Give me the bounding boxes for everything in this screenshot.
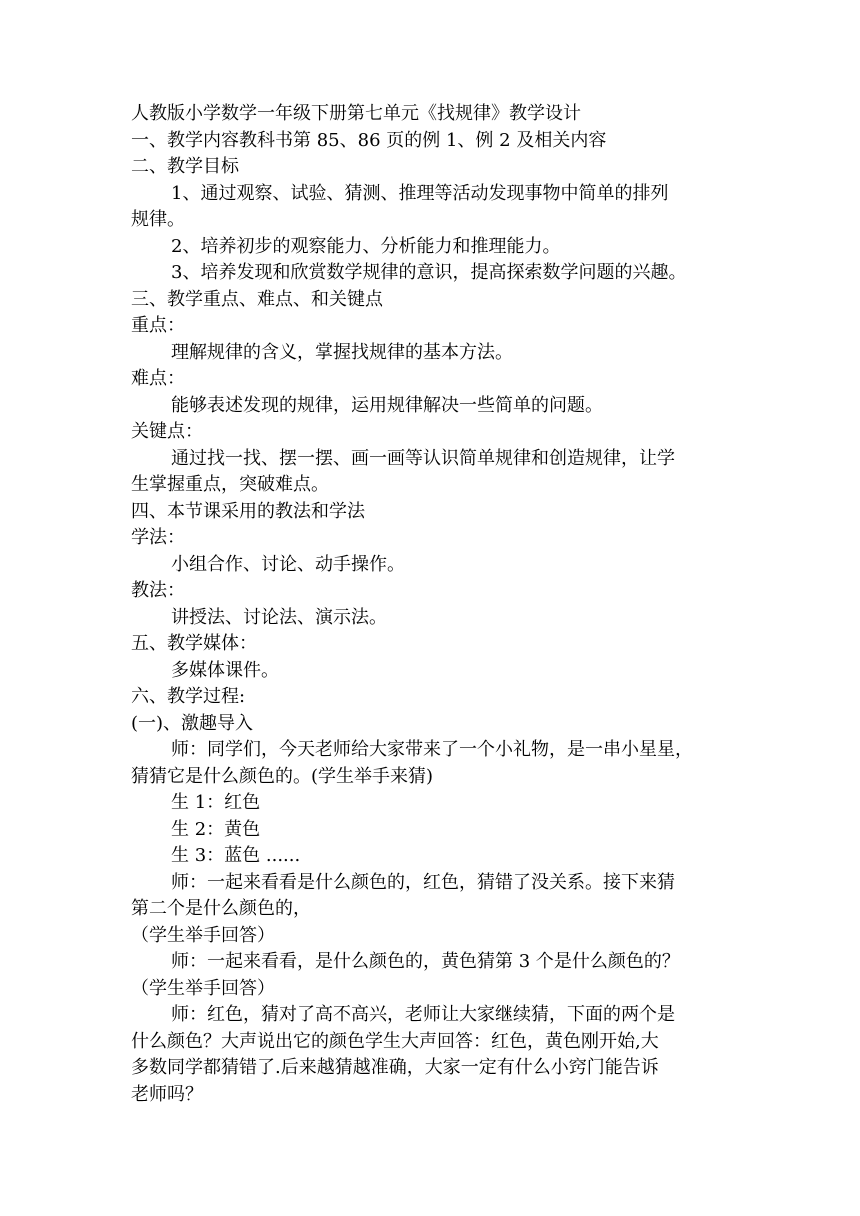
text-line: 五、教学媒体： — [131, 633, 257, 654]
text-line: 通过找一找、摆一摆、画一画等认识简单规律和创造规律，让学 — [171, 447, 675, 469]
text-line: 教法： — [131, 580, 185, 601]
text-line: 什么颜色？大声说出它的颜色学生大声回答：红色，黄色刚开始,大 — [131, 1030, 659, 1052]
text-line: 师：一起来看看，是什么颜色的，黄色猜第 3 个是什么颜色的？ — [171, 951, 680, 972]
text-line: 1、通过观察、试验、猜测、推理等活动发现事物中简单的排列 — [171, 182, 669, 204]
text-line: 生 2：黄色 — [171, 818, 261, 840]
text-line: （学生举手回答） — [131, 924, 275, 946]
text-line: 重点： — [131, 315, 185, 336]
text-line: （学生举手回答） — [131, 977, 275, 999]
text-line: 二、教学目标 — [131, 156, 239, 177]
text-line: 老师吗？ — [131, 1083, 203, 1105]
text-line: 关键点： — [131, 421, 203, 442]
text-line: 学法： — [131, 527, 185, 548]
text-line: 师：红色，猜对了高不高兴，老师让大家继续猜，下面的两个是 — [171, 1004, 675, 1025]
text-line: 多数同学都猜错了.后来越猜越准确，大家一定有什么小窍门能告诉 — [131, 1057, 659, 1078]
text-line: 师：一起来看看是什么颜色的，红色，猜错了没关系。接下来猜 — [171, 871, 675, 893]
text-line: 师：同学们，今天老师给大家带来了一个小礼物，是一串小星星， — [171, 739, 693, 760]
text-line: 猜猜它是什么颜色的。(学生举手来猜) — [131, 765, 434, 787]
text-line: 难点： — [131, 368, 185, 389]
text-line: 小组合作、讨论、动手操作。 — [171, 553, 405, 575]
text-line: 3、培养发现和欣赏数学规律的意识，提高探索数学问题的兴趣。 — [171, 262, 687, 283]
text-line: (一)、激趣导入 — [131, 712, 254, 734]
document-body — [131, 101, 731, 1108]
text-line: 多媒体课件。 — [171, 659, 279, 681]
text-line: 四、本节课采用的教法和学法 — [131, 500, 365, 522]
text-line: 三、教学重点、难点、和关键点 — [131, 288, 383, 310]
text-line: 规律。 — [131, 209, 185, 230]
text-line: 能够表述发现的规律，运用规律解决一些简单的问题。 — [171, 394, 603, 416]
text-line: 生 1：红色 — [171, 792, 261, 813]
text-line: 六、教学过程: — [131, 686, 246, 707]
text-line: 第二个是什么颜色的， — [131, 898, 311, 919]
text-line: 一、教学内容教科书第 85、86 页的例 1、例 2 及相关内容 — [131, 129, 607, 151]
text-line: 理解规律的含义，掌握找规律的基本方法。 — [171, 341, 513, 363]
text-line: 讲授法、讨论法、演示法。 — [171, 606, 387, 628]
text-line: 2、培养初步的观察能力、分析能力和推理能力。 — [171, 235, 561, 257]
text-line: 生 3：蓝色 ...... — [171, 845, 301, 866]
text-line: 人教版小学数学一年级下册第七单元《找规律》教学设计 — [131, 103, 581, 124]
text-line: 生掌握重点，突破难点。 — [131, 474, 329, 495]
